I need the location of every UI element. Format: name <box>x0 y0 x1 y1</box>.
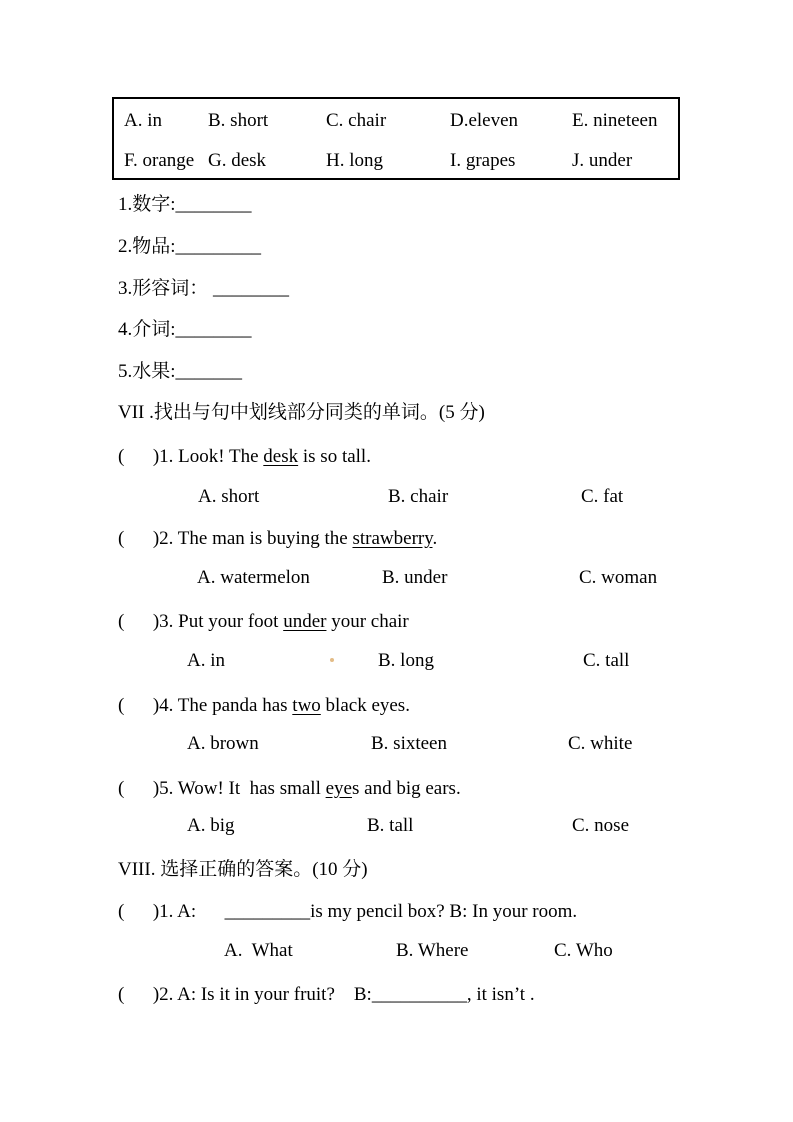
option-c: C. fat <box>581 486 624 507</box>
vii-question-1 <box>118 445 371 469</box>
vii-question-2 <box>118 527 437 551</box>
word-bank-item-a: A. in <box>124 110 162 131</box>
option-c: C. nose <box>572 815 629 836</box>
question-text-post: s and big ears. <box>352 778 461 799</box>
question-text-pre: ( )4. The panda has <box>118 695 293 716</box>
option-c: C. tall <box>583 650 630 671</box>
word-bank-item-i: I. grapes <box>450 150 516 171</box>
word-bank-item-g: G. desk <box>208 150 267 171</box>
option-b: B. tall <box>367 815 414 836</box>
question-text-post: . <box>432 528 438 549</box>
word-bank-item-j: J. under <box>572 150 633 171</box>
question-text-pre: ( )3. Put your foot <box>118 611 284 632</box>
vii-question-5-options <box>0 815 793 841</box>
vii-question-3-options <box>0 650 793 676</box>
category-line-numbers: 1.数字:________ <box>118 194 252 215</box>
question-text-pre: ( )2. The man is buying the <box>118 528 353 549</box>
option-c: C. Who <box>554 940 613 961</box>
vii-question-1-options <box>0 486 793 512</box>
vii-question-2-options <box>0 567 793 593</box>
underlined-word: desk <box>263 446 299 467</box>
underlined-word: strawberry <box>352 528 433 549</box>
option-b: B. sixteen <box>371 733 447 754</box>
option-b: B. Where <box>396 940 469 961</box>
option-b: B. long <box>378 650 434 671</box>
viii-question-2: ( )2. A: Is it in your fruit? B:__________, it isn’t . <box>118 984 535 1005</box>
underlined-word: two <box>292 695 321 716</box>
word-bank-item-f: F. orange <box>124 150 195 171</box>
question-text-pre: ( )1. Look! The <box>118 446 264 467</box>
section-vii-title: VII .找出与句中划线部分同类的单词。(5 分) <box>118 402 485 423</box>
option-c: C. woman <box>579 567 658 588</box>
vii-question-4-options <box>0 733 793 759</box>
word-bank-item-e: E. nineteen <box>572 110 658 131</box>
question-text-post: is so tall. <box>298 446 371 467</box>
category-line-prepositions: 4.介词:________ <box>118 319 252 340</box>
option-b: B. under <box>382 567 448 588</box>
underlined-word: eye <box>325 778 352 799</box>
viii-question-1: ( )1. A: _________is my pencil box? B: In your room. <box>118 901 578 922</box>
vii-question-3 <box>118 610 409 634</box>
option-a: A. in <box>187 650 225 671</box>
category-line-fruits: 5.水果:_______ <box>118 361 243 382</box>
option-c: C. white <box>568 733 633 754</box>
scan-artifact-dot <box>330 658 334 662</box>
category-line-objects: 2.物品:_________ <box>118 236 262 257</box>
underlined-word: under <box>283 611 327 632</box>
word-bank-row-2 <box>114 150 678 174</box>
option-b: B. chair <box>388 486 449 507</box>
option-a: A. watermelon <box>197 567 310 588</box>
option-a: A. big <box>187 815 235 836</box>
viii-question-1-options <box>0 940 793 966</box>
vii-question-5 <box>118 777 461 801</box>
vii-question-4 <box>118 694 410 718</box>
word-bank-item-d: D.eleven <box>450 110 519 131</box>
question-text-pre: ( )5. Wow! It has small <box>118 778 326 799</box>
word-bank-box <box>112 97 680 180</box>
question-text-post: your chair <box>326 611 409 632</box>
option-a: A. brown <box>187 733 259 754</box>
question-text-post: black eyes. <box>320 695 410 716</box>
word-bank-item-b: B. short <box>208 110 269 131</box>
word-bank-item-c: C. chair <box>326 110 387 131</box>
word-bank-item-h: H. long <box>326 150 383 171</box>
category-line-adjectives: 3.形容词： ________ <box>118 278 290 299</box>
option-a: A. short <box>198 486 260 507</box>
section-viii-title: VIII. 选择正确的答案。(10 分) <box>118 859 368 880</box>
word-bank-row-1 <box>114 110 678 134</box>
option-a: A. What <box>224 940 293 961</box>
